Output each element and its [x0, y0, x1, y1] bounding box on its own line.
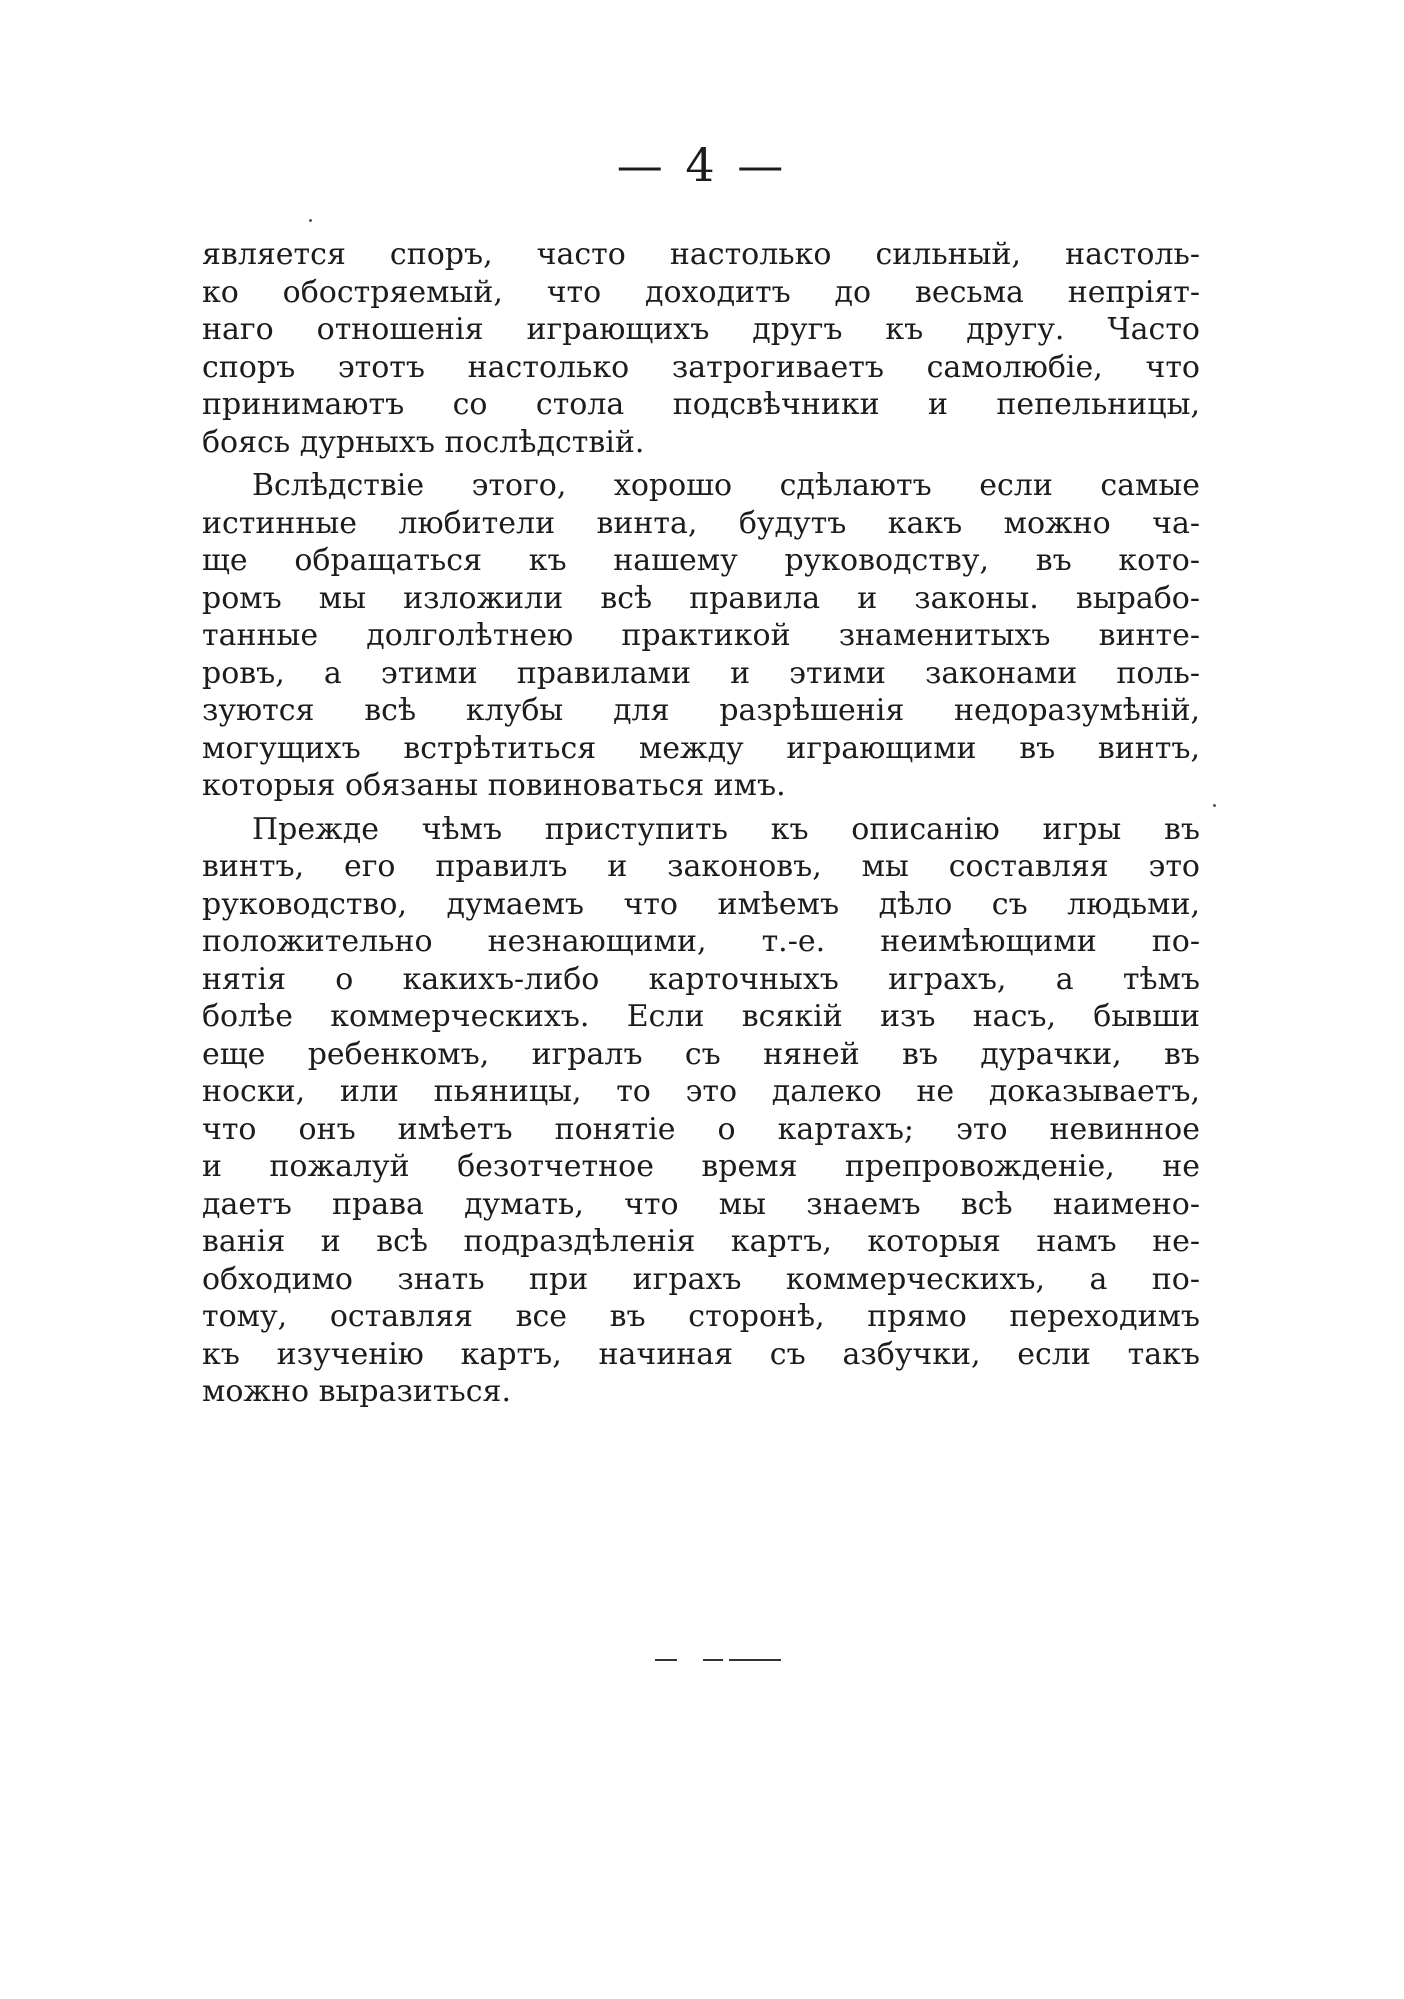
body-text [202, 236, 1200, 1417]
text-line: винтъ, его правилъ и законовъ, мы составляя это [202, 849, 1200, 884]
text-line: является споръ, часто настолько сильный, настоль- [202, 237, 1200, 272]
text-line: что онъ имѣетъ понятіе о картахъ; это невинное [202, 1111, 1200, 1147]
text-line: руководство, думаемъ что имѣемъ дѣло съ людьми, [202, 886, 1200, 922]
text-line: можно выразиться. [202, 1374, 511, 1409]
text-line: носки, или пьяницы, то это далеко не доказываетъ, [202, 1074, 1200, 1109]
divider-dash [729, 1659, 781, 1661]
text-line: положительно незнающими, т.-е. неимѣющими по- [202, 924, 1200, 959]
text-line: зуются всѣ клубы для разрѣшенія недоразумѣній, [202, 693, 1200, 728]
text-line: танные долголѣтнею практикой знаменитыхъ винте- [202, 618, 1200, 653]
text-line: къ изученію картъ, начиная съ азбучки, если такъ [202, 1336, 1200, 1372]
text-line: Прежде чѣмъ приступить къ описанію игры въ [252, 811, 1200, 847]
text-line: нятія о какихъ-либо карточныхъ играхъ, а тѣмъ [202, 961, 1200, 997]
text-line: еще ребенкомъ, игралъ съ няней въ дурачки, въ [202, 1036, 1200, 1072]
print-speck [1213, 804, 1216, 807]
text-line: обходимо знать при играхъ коммерческихъ, а по- [202, 1261, 1200, 1297]
divider-dash [703, 1659, 723, 1661]
text-line: боясь дурныхъ послѣдствій. [202, 424, 645, 460]
text-line: ромъ мы изложили всѣ правила и законы. вырабо- [202, 580, 1200, 616]
text-line: могущихъ встрѣтиться между играющими въ винтъ, [202, 730, 1200, 766]
text-line: тому, оставляя все въ сторонѣ, прямо переходимъ [202, 1299, 1200, 1334]
page-number: — 4 — [616, 138, 788, 192]
text-line: истинные любители винта, будутъ какъ можно ча- [202, 505, 1200, 541]
text-line: и пожалуй безотчетное время препровожденіе, не [202, 1149, 1200, 1184]
text-line: ванія и всѣ подраздѣленія картъ, которыя намъ не- [202, 1224, 1200, 1259]
text-line: болѣе коммерческихъ. Если всякій изъ насъ, бывши [202, 999, 1200, 1034]
end-rule-divider [655, 1655, 795, 1665]
text-line: наго отношенія играющихъ другъ къ другу. Часто [202, 312, 1200, 347]
text-line: ровъ, а этими правилами и этими законами поль- [202, 655, 1200, 691]
text-line: даетъ права думать, что мы знаемъ всѣ наименo- [202, 1186, 1200, 1222]
text-line: Вслѣдствіе этого, хорошо сдѣлаютъ если самые [252, 468, 1200, 503]
paragraph [202, 467, 1200, 805]
divider-dash [655, 1659, 677, 1661]
paragraph [202, 811, 1200, 1411]
text-line: споръ этотъ настолько затрогиваетъ самолюбіе, что [202, 349, 1200, 385]
text-line: ще обращаться къ нашему руководству, въ кото- [202, 543, 1200, 578]
text-line: принимаютъ со стола подсвѣчники и пепельницы, [202, 387, 1200, 422]
text-line: ко обостряемый, что доходитъ до весьма непріят- [202, 274, 1200, 310]
paragraph [202, 236, 1200, 461]
print-speck [309, 219, 312, 222]
text-line: которыя обязаны повиноваться имъ. [202, 768, 786, 803]
